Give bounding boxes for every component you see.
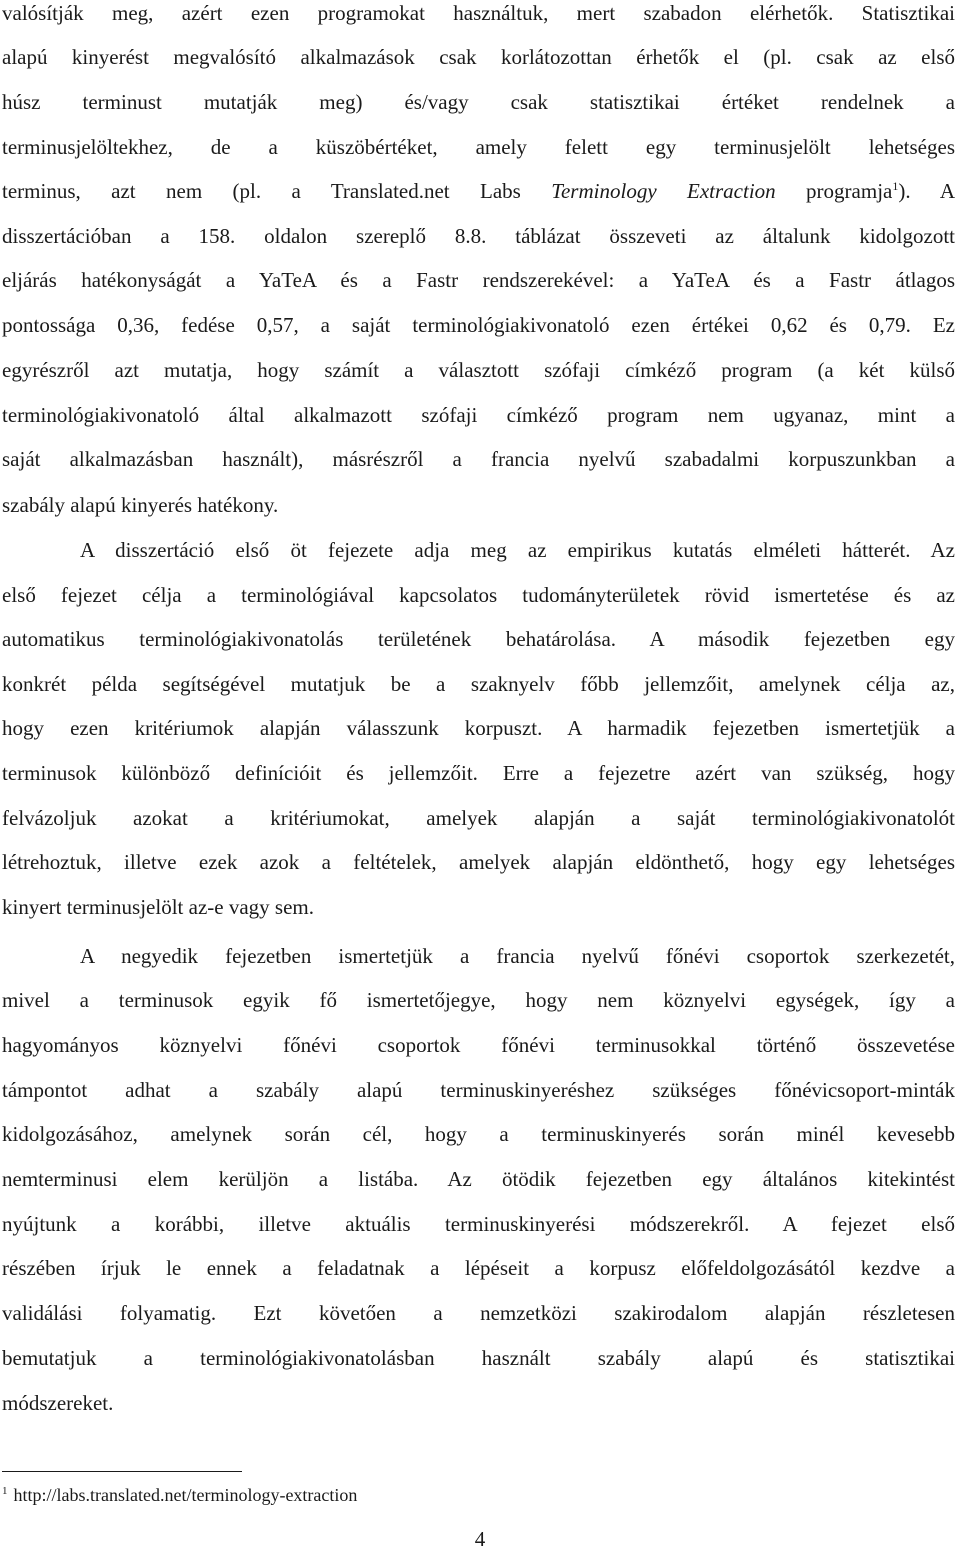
body-line: terminusok különböző definícióit és jellemzőit. Erre a fejezetre azért van szükség, hogy xyxy=(2,761,955,785)
body-line: hagyományos köznyelvi főnévi csoportok főnévi terminusokkal történő összevetése xyxy=(2,1033,955,1057)
line-text: programja xyxy=(775,179,893,203)
body-line: alapú kinyerést megvalósító alkalmazások csak korlátozottan érhetők el (pl. csak az első xyxy=(2,45,955,69)
footnote-separator xyxy=(2,1471,242,1472)
body-line: disszertációban a 158. oldalon szereplő 8.8. táblázat összeveti az általunk kidolgozott xyxy=(2,224,955,248)
body-line: létrehoztuk, illetve ezek azok a feltételek, amelyek alapján eldönthető, hogy egy lehetséges xyxy=(2,850,955,874)
body-line: saját alkalmazásban használt), másrészről a francia nyelvű szabadalmi korpuszunkban a xyxy=(2,447,955,471)
footnote-number: 1 xyxy=(2,1485,8,1497)
footnote-reference: 1 xyxy=(892,179,899,193)
body-line: terminológiakivonatoló által alkalmazott szófaji címkéző program nem ugyanaz, mint a xyxy=(2,403,955,427)
body-line: nemterminusi elem kerüljön a listába. Az ötödik fejezetben egy általános kitekintést xyxy=(2,1167,955,1191)
body-line: terminusjelöltekhez, de a küszöbértéket, amely felett egy terminusjelölt lehetséges xyxy=(2,135,955,159)
body-line: húsz terminust mutatják meg) és/vagy csak statisztikai értéket rendelnek a xyxy=(2,90,955,114)
body-line: pontossága 0,36, fedése 0,57, a saját terminológiakivonatoló ezen értékei 0,62 és 0,79. Ez xyxy=(2,313,955,337)
line-text: terminus, azt nem (pl. a Translated.net Labs xyxy=(2,179,552,203)
body-line: részében írjuk le ennek a feladatnak a lépéseit a korpusz előfeldolgozásától kezdve a xyxy=(2,1256,955,1280)
body-line: támpontot adhat a szabály alapú terminuskinyeréshez szükséges főnévicsoport-minták xyxy=(2,1078,955,1102)
program-name: Terminology Extraction xyxy=(551,179,776,203)
body-line: egyrészről azt mutatja, hogy számít a választott szófaji címkéző program (a két külső xyxy=(2,358,955,382)
body-line: szabály alapú kinyerés hatékony. xyxy=(2,493,279,517)
body-line: felvázoljuk azokat a kritériumokat, amelyek alapján a saját terminológiakivonatolót xyxy=(2,806,955,830)
body-line: kidolgozásához, amelynek során cél, hogy a terminuskinyerés során minél kevesebb xyxy=(2,1122,955,1146)
body-line: konkrét példa segítségével mutatjuk be a szaknyelv főbb jellemzőit, amelynek célja az, xyxy=(2,672,955,696)
paragraph-first-line: A disszertáció első öt fejezete adja meg az empirikus kutatás elméleti hátterét. Az xyxy=(80,538,955,562)
footnote-url: http://labs.translated.net/terminology-extraction xyxy=(13,1485,358,1505)
body-line-with-footnote-ref xyxy=(2,177,955,205)
body-line: eljárás hatékonyságát a YaTeA és a Fastr rendszerekével: a YaTeA és a Fastr átlagos xyxy=(2,268,955,292)
footnote xyxy=(2,1484,357,1506)
body-line: bemutatjuk a terminológiakivonatolásban használt szabály alapú és statisztikai xyxy=(2,1346,955,1370)
body-line: mivel a terminusok egyik fő ismertetőjegye, hogy nem köznyelvi egységek, így a xyxy=(2,988,955,1012)
paragraph-first-line: A negyedik fejezetben ismertetjük a francia nyelvű főnévi csoportok szerkezetét, xyxy=(80,944,955,968)
body-line: első fejezet célja a terminológiával kapcsolatos tudományterületek rövid ismertetése és az xyxy=(2,583,955,607)
body-line: hogy ezen kritériumok alapján válasszunk korpuszt. A harmadik fejezetben ismertetjük a xyxy=(2,716,955,740)
page-number: 4 xyxy=(474,1527,486,1551)
line-text: ). A xyxy=(898,179,955,203)
body-line: valósítják meg, azért ezen programokat használtuk, mert szabadon elérhetők. Statisztikai xyxy=(2,1,955,25)
body-line: automatikus terminológiakivonatolás területének behatárolása. A második fejezetben egy xyxy=(2,627,955,651)
body-line: nyújtunk a korábbi, illetve aktuális terminuskinyerési módszerekről. A fejezet első xyxy=(2,1212,955,1236)
body-line: kinyert terminusjelölt az-e vagy sem. xyxy=(2,895,314,919)
body-line: módszereket. xyxy=(2,1391,114,1415)
body-line: validálási folyamatig. Ezt követően a nemzetközi szakirodalom alapján részletesen xyxy=(2,1301,955,1325)
